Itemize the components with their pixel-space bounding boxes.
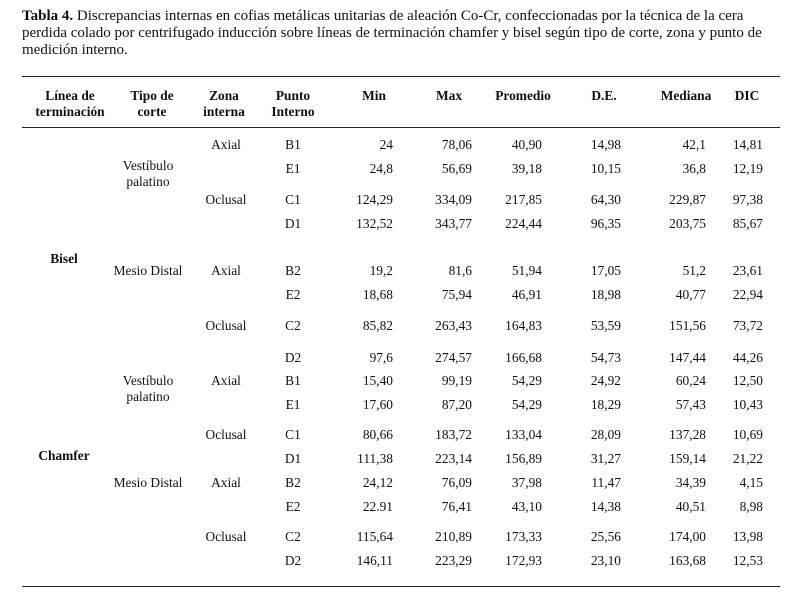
cell-dic: 12,19 [732, 161, 763, 176]
cell-max: 56,69 [441, 161, 472, 176]
tipo-mesio-distal: Mesio Distal [113, 263, 183, 278]
tipo-line1: Vestíbulo [122, 373, 174, 388]
cell-max: 99,19 [441, 373, 472, 388]
cell-promedio: 51,94 [511, 263, 542, 278]
header-linea [35, 88, 104, 120]
cell-dic: 22,94 [732, 287, 763, 302]
cell-punto: E1 [285, 161, 301, 176]
cell-min: 15,40 [362, 373, 393, 388]
cell-punto: C1 [285, 427, 301, 442]
cell-dic: 97,38 [732, 192, 763, 207]
cell-de: 23,10 [590, 553, 621, 568]
cell-mediana: 51,2 [682, 263, 706, 278]
header-punto [271, 88, 314, 120]
cell-mediana: 40,51 [675, 499, 706, 514]
tipo-line1: Vestíbulo [122, 158, 174, 173]
cell-de: 28,09 [590, 427, 621, 442]
cell-dic: 14,81 [732, 137, 763, 152]
header-punto-line2: Interno [271, 104, 315, 119]
caption-label: Tabla 4. [22, 8, 74, 24]
cell-mediana: 163,68 [669, 553, 706, 568]
cell-max: 87,20 [441, 397, 472, 412]
zona-oclusal: Oclusal [205, 192, 247, 207]
cell-de: 11,47 [591, 475, 621, 490]
cell-de: 25,56 [590, 529, 621, 544]
tipo-line2: palatino [126, 389, 170, 404]
linea-bisel: Bisel [50, 251, 78, 266]
linea-chamfer: Chamfer [38, 448, 90, 463]
cell-promedio: 46,91 [511, 287, 542, 302]
cell-punto: C2 [285, 529, 301, 544]
cell-mediana: 174,00 [669, 529, 706, 544]
cell-promedio: 156,89 [505, 451, 542, 466]
cell-max: 81,6 [448, 263, 472, 278]
cell-max: 223,14 [435, 451, 472, 466]
cell-min: 97,6 [369, 350, 393, 365]
cell-punto: E2 [285, 499, 301, 514]
cell-max: 274,57 [435, 350, 472, 365]
cell-mediana: 34,39 [675, 475, 706, 490]
cell-de: 14,38 [590, 499, 621, 514]
cell-max: 75,94 [441, 287, 472, 302]
cell-max: 343,77 [435, 216, 472, 231]
zona-axial: Axial [211, 373, 241, 388]
cell-de: 31,27 [590, 451, 621, 466]
header-tipo-line2: corte [137, 104, 167, 119]
cell-mediana: 203,75 [669, 216, 706, 231]
cell-punto: B1 [285, 373, 301, 388]
cell-promedio: 164,83 [505, 318, 542, 333]
cell-min: 132,52 [356, 216, 393, 231]
cell-dic: 12,50 [732, 373, 763, 388]
caption-text: Discrepancias internas en cofias metálicas unitarias de aleación Co-Cr, confeccionadas por la técnica de la cera perdida colado por centrifugado inducción sobre líneas de terminación chamfer y bisel según tipo de corte, zona y punto de medición interno. [22, 8, 762, 58]
header-linea-line1: Línea de [45, 88, 95, 103]
cell-mediana: 42,1 [682, 137, 706, 152]
header-de: D.E. [591, 88, 617, 103]
cell-mediana: 57,43 [675, 397, 706, 412]
cell-de: 10,15 [590, 161, 621, 176]
header-zona-line2: interna [203, 104, 245, 119]
cell-min: 19,2 [369, 263, 393, 278]
cell-punto: D2 [284, 553, 302, 568]
cell-mediana: 137,28 [669, 427, 706, 442]
header-mediana: Mediana [660, 88, 712, 103]
tipo-mesio-distal: Mesio Distal [113, 475, 183, 490]
cell-max: 183,72 [435, 427, 472, 442]
zona-oclusal: Oclusal [205, 318, 247, 333]
header-max: Max [435, 88, 463, 103]
cell-min: 24,12 [362, 475, 393, 490]
cell-de: 54,73 [590, 350, 621, 365]
tipo-vestibulo-palatino [123, 373, 174, 405]
tipo-line2: palatino [126, 174, 170, 189]
header-punto-line1: Punto [275, 88, 311, 103]
header-zona [203, 88, 245, 120]
cell-punto: B1 [285, 137, 301, 152]
cell-punto: E1 [285, 397, 301, 412]
cell-max: 76,41 [441, 499, 472, 514]
cell-de: 17,05 [590, 263, 621, 278]
cell-punto: E2 [285, 287, 301, 302]
cell-punto: C1 [285, 192, 301, 207]
header-zona-line1: Zona [209, 88, 239, 103]
cell-promedio: 217,85 [505, 192, 542, 207]
cell-punto: C2 [285, 318, 301, 333]
header-dic: DIC [734, 88, 760, 103]
header-rule [22, 127, 780, 128]
cell-max: 76,09 [441, 475, 472, 490]
zona-oclusal: Oclusal [205, 529, 247, 544]
cell-promedio: 39,18 [511, 161, 542, 176]
cell-promedio: 166,68 [505, 350, 542, 365]
cell-mediana: 147,44 [669, 350, 706, 365]
cell-punto: D1 [284, 216, 302, 231]
header-promedio: Promedio [495, 88, 551, 103]
cell-min: 146,11 [356, 553, 393, 568]
cell-promedio: 173,33 [505, 529, 542, 544]
cell-max: 263,43 [435, 318, 472, 333]
cell-promedio: 224,44 [505, 216, 542, 231]
cell-max: 334,09 [435, 192, 472, 207]
bottom-rule [22, 586, 780, 587]
cell-promedio: 40,90 [511, 137, 542, 152]
cell-dic: 8,98 [739, 499, 763, 514]
cell-min: 115,64 [356, 529, 393, 544]
cell-dic: 85,67 [732, 216, 763, 231]
cell-mediana: 60,24 [675, 373, 706, 388]
cell-min: 124,29 [356, 192, 393, 207]
cell-de: 24,92 [590, 373, 621, 388]
zona-axial: Axial [211, 137, 241, 152]
cell-min: 18,68 [362, 287, 393, 302]
header-tipo-line1: Tipo de [130, 88, 174, 103]
tipo-vestibulo-palatino [123, 158, 174, 190]
cell-min: 85,82 [362, 318, 393, 333]
cell-max: 210,89 [435, 529, 472, 544]
cell-promedio: 37,98 [511, 475, 542, 490]
cell-dic: 13,98 [732, 529, 763, 544]
cell-punto: B2 [285, 263, 301, 278]
cell-de: 18,98 [590, 287, 621, 302]
zona-axial: Axial [211, 475, 241, 490]
cell-min: 111,38 [357, 451, 393, 466]
table-caption [22, 8, 782, 59]
cell-de: 18,29 [590, 397, 621, 412]
cell-dic: 4,15 [739, 475, 763, 490]
cell-min: 17,60 [362, 397, 393, 412]
cell-de: 14,98 [590, 137, 621, 152]
cell-dic: 12,53 [732, 553, 763, 568]
zona-axial: Axial [211, 263, 241, 278]
header-min: Min [362, 88, 386, 103]
cell-dic: 23,61 [732, 263, 763, 278]
cell-mediana: 40,77 [675, 287, 706, 302]
cell-mediana: 151,56 [669, 318, 706, 333]
cell-mediana: 229,87 [669, 192, 706, 207]
cell-dic: 10,43 [732, 397, 763, 412]
cell-promedio: 133,04 [505, 427, 542, 442]
cell-de: 64,30 [590, 192, 621, 207]
cell-max: 78,06 [441, 137, 472, 152]
header-tipo [130, 88, 173, 120]
cell-promedio: 54,29 [511, 397, 542, 412]
cell-min: 24 [379, 137, 393, 152]
cell-punto: B2 [285, 475, 301, 490]
cell-de: 96,35 [590, 216, 621, 231]
cell-mediana: 36,8 [682, 161, 706, 176]
cell-min: 24,8 [369, 161, 393, 176]
cell-punto: D1 [284, 451, 302, 466]
cell-mediana: 159,14 [669, 451, 706, 466]
cell-dic: 10,69 [732, 427, 763, 442]
cell-promedio: 54,29 [511, 373, 542, 388]
header-linea-line2: terminación [35, 104, 105, 119]
cell-max: 223,29 [435, 553, 472, 568]
zona-oclusal: Oclusal [205, 427, 247, 442]
cell-de: 53,59 [590, 318, 621, 333]
cell-dic: 73,72 [732, 318, 763, 333]
cell-promedio: 43,10 [511, 499, 542, 514]
cell-promedio: 172,93 [505, 553, 542, 568]
cell-dic: 21,22 [732, 451, 763, 466]
cell-min: 80,66 [362, 427, 393, 442]
cell-min: 22.91 [362, 499, 393, 514]
cell-punto: D2 [284, 350, 302, 365]
top-rule [22, 76, 780, 77]
cell-dic: 44,26 [732, 350, 763, 365]
